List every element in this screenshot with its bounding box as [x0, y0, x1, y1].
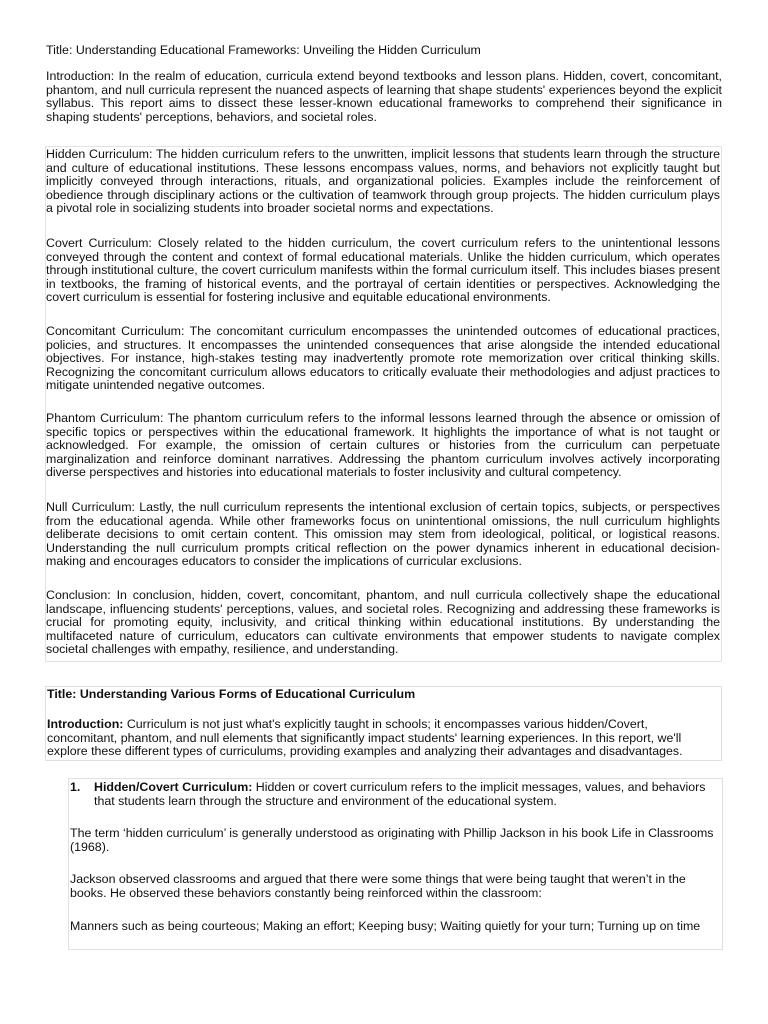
doc2-intro-text: Curriculum is not just what's explicitly taught in schools; it encompasses various hidden/Covert, concomitant, phantom, and null elements that significantly impact students' learning experiences. In this report, we'll explore these different types of curriculums, providing examples and analyzing their advantages and disadvantages. [47, 717, 683, 759]
doc2-intro-label: Introduction: [47, 717, 124, 731]
doc1-introduction: Introduction: In the realm of education, curricula extend beyond textbooks and lesson plans. Hidden, covert, concomitant, phantom, and null curricula represent the nuanced aspects of learning that shape students' experiences beyond the explicit syllabus. This report aims to dissect these lesser-known educational frameworks to comprehend their significance in shaping students' perceptions, behaviors, and societal roles. [46, 69, 722, 124]
doc2-introduction [47, 718, 719, 759]
list-item-hidden-covert [94, 781, 714, 808]
doc1-sections-frame [45, 146, 722, 662]
paragraph-jackson-observed: Jackson observed classrooms and argued that there were some things that were being taught that weren’t in the books. He observed these behaviors constantly being reinforced within the classroom: [70, 872, 686, 900]
doc2-title: Title: Understanding Various Forms of Educational Curriculum [47, 687, 416, 701]
doc1-hidden-curriculum: Hidden Curriculum: The hidden curriculum refers to the unwritten, implicit lessons that students learn through the structure and culture of educational institutions. These lessons encompass values, norms, and behaviors not explicitly taught but implicitly conveyed through interactions, rituals, and organizational policies. Examples include the reinforcement of obedience through disciplinary actions or the cultivation of teamwork through group projects. The hidden curriculum plays a pivotal role in socializing students into broader societal norms and expectations. [46, 147, 720, 216]
doc1-title: Title: Understanding Educational Frameworks: Unveiling the Hidden Curriculum [46, 43, 481, 57]
paragraph-jackson-origin: The term ‘hidden curriculum’ is generally understood as originating with Phillip Jackson in his book Life in Classrooms (1968). [70, 826, 714, 854]
doc1-concomitant-curriculum: Concomitant Curriculum: The concomitant curriculum encompasses the unintended outcomes of educational practices, policies, and structures. It encompasses the unintended consequences that arise alongside the intended educational objectives. For instance, high-stakes testing may inadvertently promote rote memorization over critical thinking skills. Recognizing the concomitant curriculum allows educators to critically evaluate their methodologies and adjust practices to mitigate unintended negative outcomes. [46, 324, 720, 393]
paragraph-manners: Manners such as being courteous; Making an effort; Keeping busy; Waiting quietly for your turn; Turning up on time [70, 919, 701, 933]
doc1-phantom-curriculum: Phantom Curriculum: The phantom curriculum refers to the informal lessons learned through the absence or omission of specific topics or perspectives within the educational framework. It highlights the importance of what is not taught or acknowledged. For example, the omission of certain cultures or histories from the curriculum can perpetuate marginalization and reinforce dominant narratives. Addressing the phantom curriculum involves actively incorporating diverse perspectives and histories into educational materials to foster inclusivity and cultural competency. [46, 411, 720, 480]
list-item-text: Hidden or covert curriculum refers to the implicit messages, values, and behaviors that students learn through the structure and environment of the educational system. [94, 780, 706, 808]
list-item-label: Hidden/Covert Curriculum: [94, 780, 253, 794]
doc1-conclusion: Conclusion: In conclusion, hidden, covert, concomitant, phantom, and null curricula collectively shape the educational landscape, influencing students' perceptions, values, and societal roles. Recognizing and addressing these frameworks is crucial for promoting equity, inclusivity, and critical thinking within educational institutions. By understanding the multifaceted nature of curriculum, educators can cultivate environments that empower students to navigate complex societal challenges with empathy, resilience, and understanding. [46, 588, 720, 657]
doc1-covert-curriculum: Covert Curriculum: Closely related to the hidden curriculum, the covert curriculum refers to the unintentional lessons conveyed through the content and context of formal educational materials. Unlike the hidden curriculum, which operates through institutional culture, the covert curriculum manifests within the formal curriculum itself. This includes biases present in textbooks, the framing of historical events, and the portrayal of certain identities or perspectives. Acknowledging the covert curriculum is essential for fostering inclusive and equitable educational environments. [46, 236, 720, 305]
doc1-null-curriculum: Null Curriculum: Lastly, the null curriculum represents the intentional exclusion of certain topics, subjects, or perspectives from the educational agenda. While other frameworks focus on unintentional omissions, the null curriculum highlights deliberate decisions to omit certain content. This omission may stem from ideological, political, or logistical reasons. Understanding the null curriculum prompts critical reflection on the power dynamics inherent in educational decision-making and encourages educators to consider the implications of curricular exclusions. [46, 500, 720, 569]
list-item-number: 1. [70, 780, 81, 794]
